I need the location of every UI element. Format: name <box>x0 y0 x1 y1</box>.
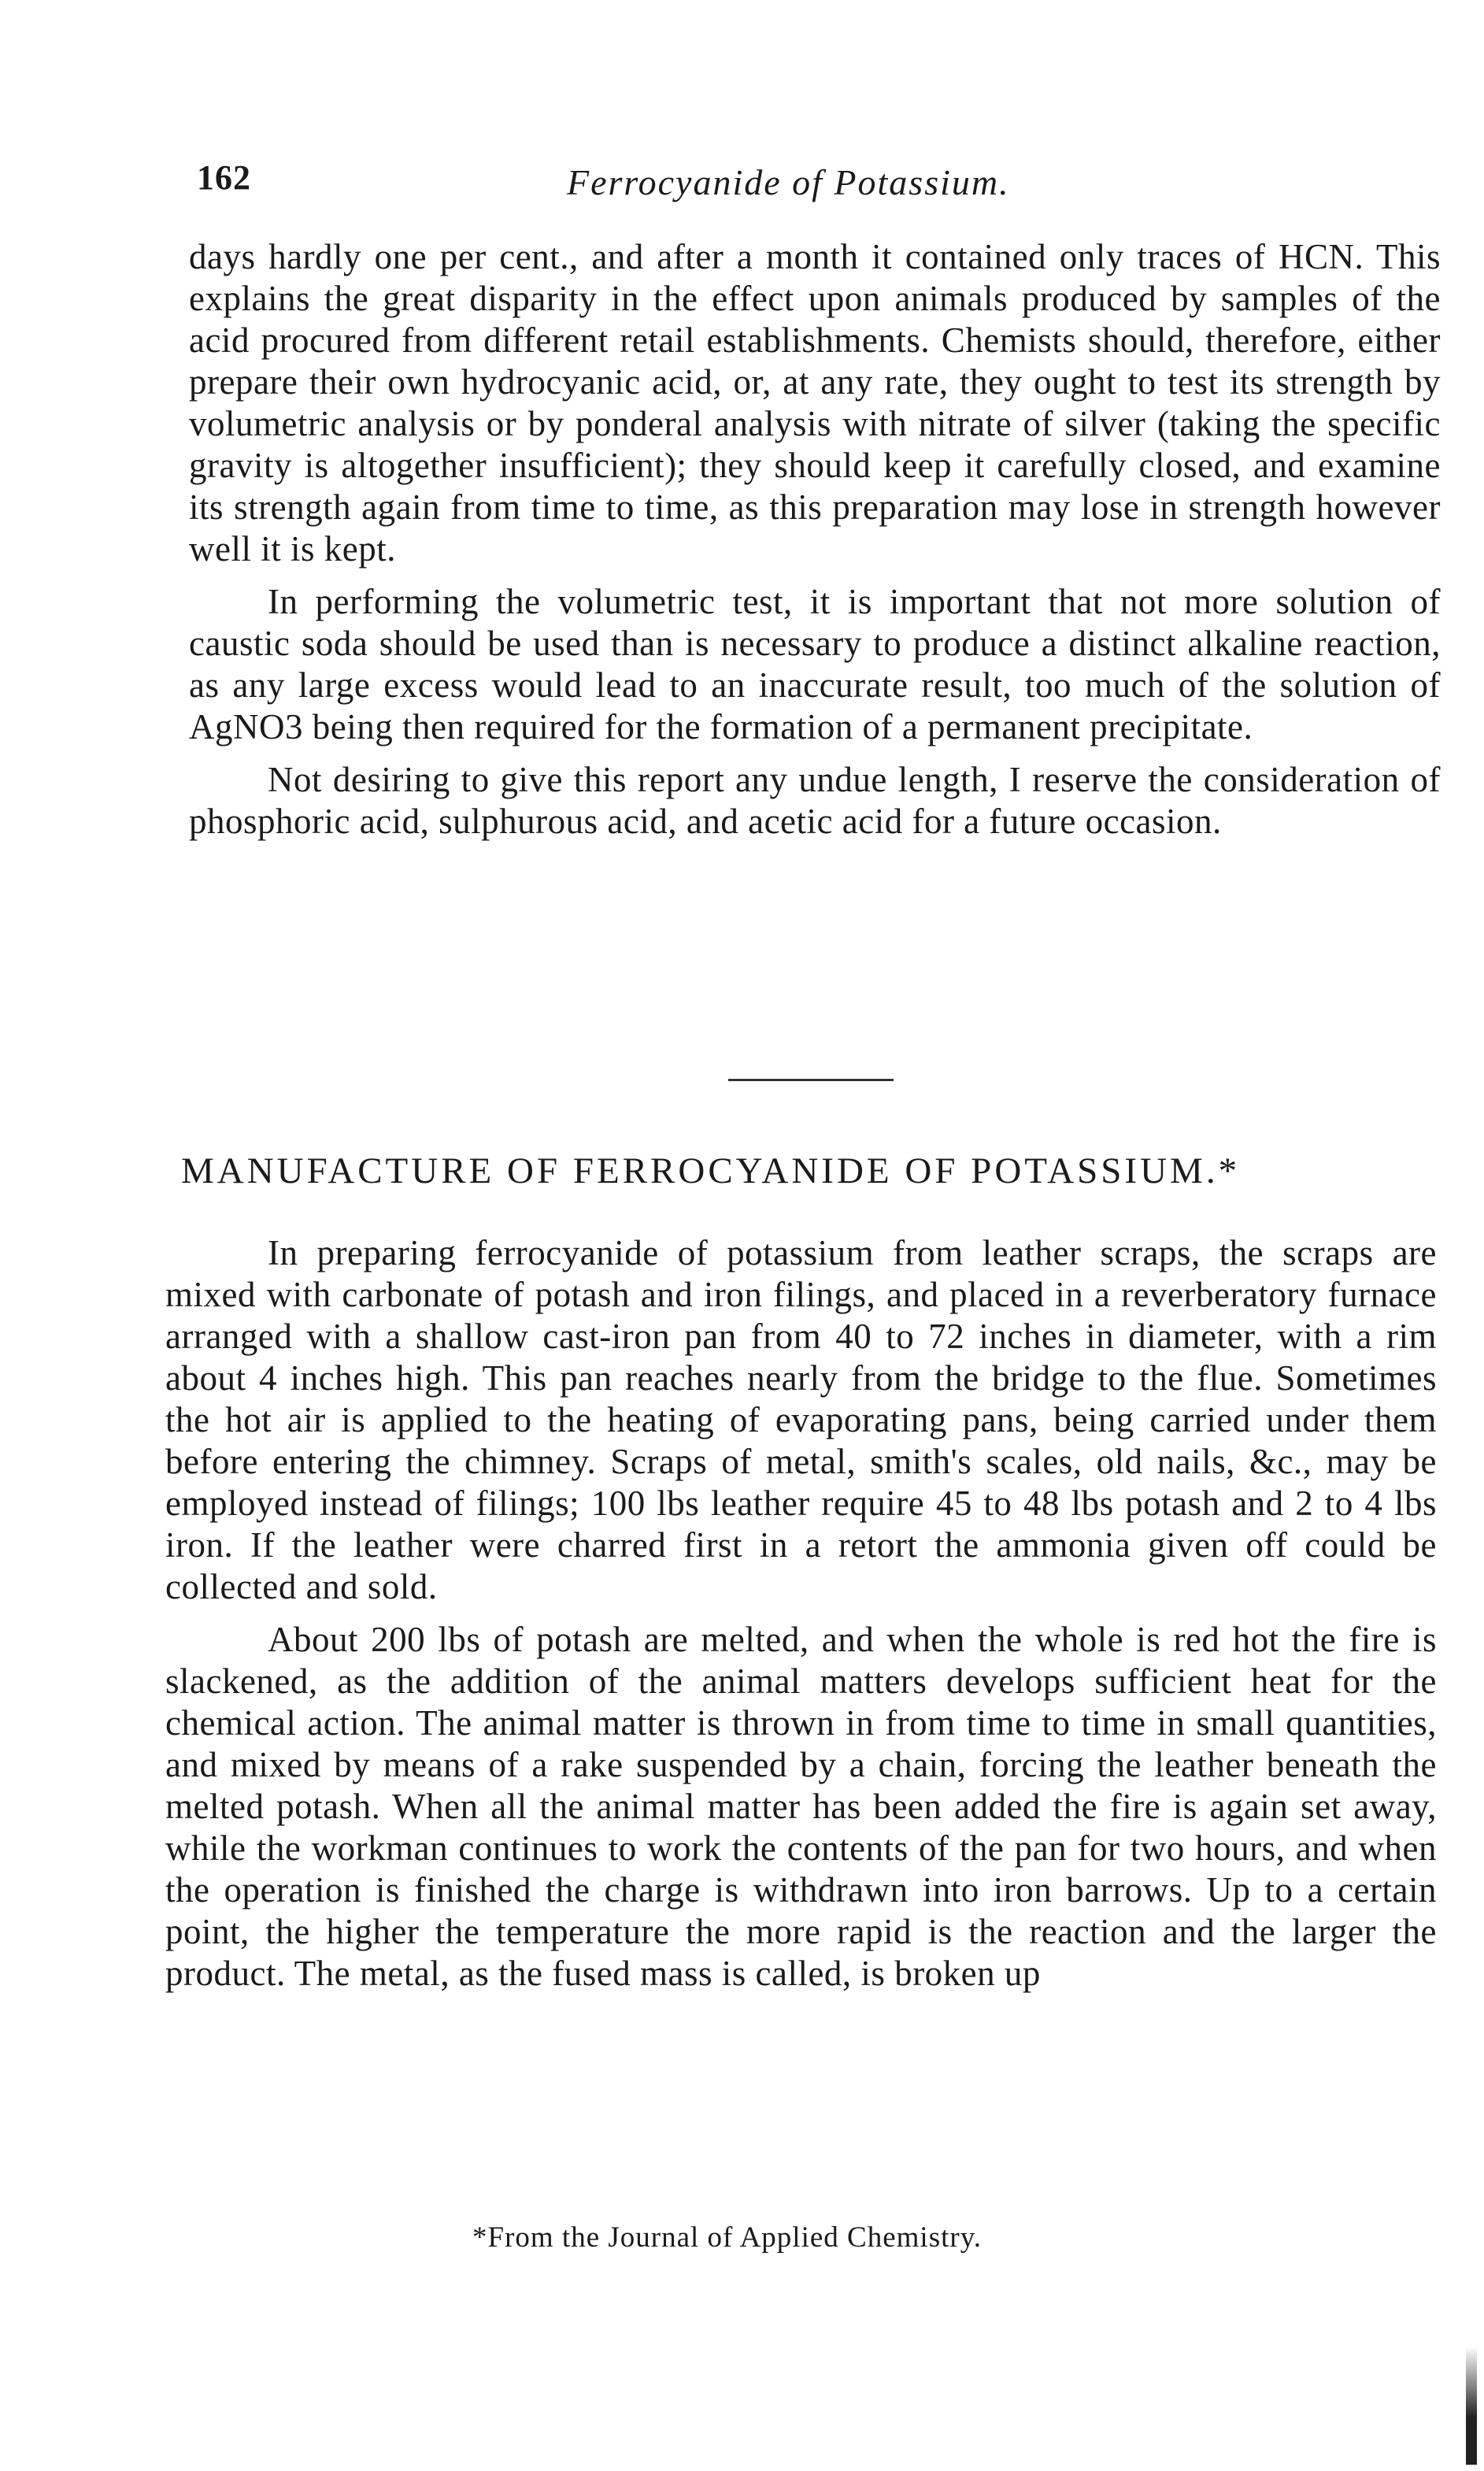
article-heading: MANUFACTURE OF FERROCYANIDE OF POTASSIUM.* <box>181 1150 1241 1191</box>
paragraph: In performing the volumetric test, it is important that not more solution of caustic soda should be used than is necessary to produce a distinct alkaline reaction, as any large excess would lead to an inaccurate result, too much of the solution of AgNO3 being then required for the formation of a permanent precipitate. <box>189 582 1441 746</box>
paragraph: About 200 lbs of potash are melted, and when the whole is red hot the fire is slackened, as the addition of the animal matters develops sufficient heat for the chemical action. The animal matter is thrown in from time to time in small quantities, and mixed by means of a rake suspended by a chain, forcing the leather beneath the melted potash. When all the animal matter has been added the fire is again set away, while the workman continues to work the contents of the pan for two hours, and when the operation is finished the charge is withdrawn into iron barrows. Up to a certain point, the higher the temperature the more rapid is the reaction and the larger the product. The metal, as the fused mass is called, is broken up <box>165 1620 1437 1993</box>
section-divider <box>728 1079 894 1081</box>
page-number: 162 <box>197 158 251 197</box>
paragraph: In preparing ferrocyanide of potassium from leather scraps, the scraps are mixed with carbonate of potash and iron filings, and placed in a reverberatory furnace arranged with a shallow cast-iron pan from 40 to 72 inches in diameter, with a rim about 4 inches high. This pan reaches nearly from the bridge to the flue. Sometimes the hot air is applied to the heating of evaporating pans, being carried under them before entering the chimney. Scraps of metal, smith's scales, old nails, &c., may be employed instead of filings; 100 lbs leather require 45 to 48 lbs potash and 2 to 4 lbs iron. If the leather were charred first in a retort the ammonia given off could be collected and sold. <box>165 1233 1437 1606</box>
footnote: *From the Journal of Applied Chemistry. <box>472 2221 983 2254</box>
paragraph: Not desiring to give this report any undue length, I reserve the consideration of phosphoric acid, sulphurous acid, and acetic acid for a future occasion. <box>189 760 1441 841</box>
running-title: Ferrocyanide of Potassium. <box>567 162 1010 202</box>
paragraph: days hardly one per cent., and after a month it contained only traces of HCN. This explains the great disparity in the effect upon animals produced by samples of the acid procured from different retail establishments. Chemists should, therefore, either prepare their own hydrocyanic acid, or, at any rate, they ought to test its strength by volumetric analysis or by ponderal analysis with nitrate of silver (taking the specific gravity is altogether insufficient); they should keep it carefully closed, and examine its strength again from time to time, as this preparation may lose in strength however well it is kept. <box>189 237 1441 569</box>
article-text <box>165 1232 1437 2006</box>
scan-edge-shadow <box>1466 2347 1477 2465</box>
previous-article-text <box>189 236 1441 854</box>
